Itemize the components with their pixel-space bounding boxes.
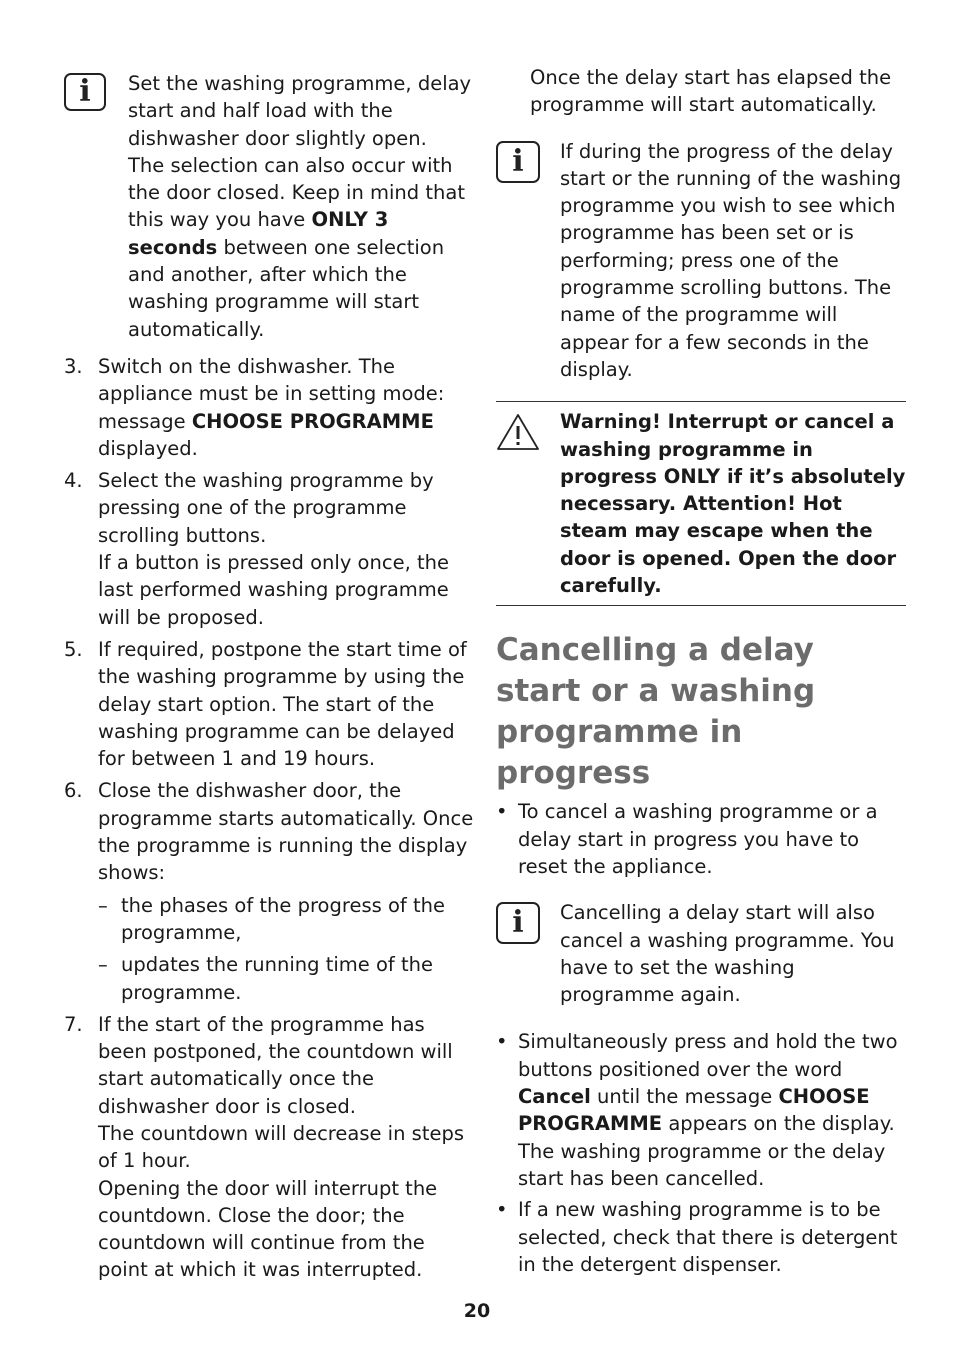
bullet-item: • To cancel a washing programme or a delay start in progress you have to reset the appliance. xyxy=(496,800,878,878)
step-4: 4. Select the washing programme by pressing one of the programme scrolling buttons. If a button is pressed only once, the last performed washing programme will be proposed. xyxy=(64,469,449,629)
info-icon: i xyxy=(496,141,540,183)
warning-triangle-icon xyxy=(496,412,540,599)
instruction-steps xyxy=(64,353,476,1284)
page-number: 20 xyxy=(463,1300,491,1322)
info-note-cancel: i Cancelling a delay start will also cancel a washing programme. You have to set the washing programme again. xyxy=(496,899,906,1008)
bullet-item: • Simultaneously press and hold the two buttons positioned over the word Cancel until the message CHOOSE PROGRAMME appears on the display. The washing programme or the delay start has been cancelled. xyxy=(496,1030,898,1190)
info-note-view-programme: i If during the progress of the delay start or the running of the washing programme you wish to see which programme has been set or is performing; press one of the programme scrolling buttons. The name of the programme will appear for a few seconds in the display. xyxy=(496,138,906,384)
step-5: 5. If required, postpone the start time of the washing programme by using the delay start option. The start of the washing programme can be delayed for between 1 and 19 hours. xyxy=(64,637,467,771)
warning-text: Warning! Interrupt or cancel a washing programme in progress ONLY if it’s absolutely necessary. Attention! Hot steam may escape when the door is opened. Open the door carefully. xyxy=(560,410,906,598)
bullet-list-1 xyxy=(496,798,906,880)
note-line-2: The selection can also occur with the door closed. Keep in mind that this way you have ONLY 3 seconds between one selection and another, after which the washing programme will start automatically. xyxy=(128,153,465,341)
right-column xyxy=(496,64,906,1278)
info-icon: i xyxy=(64,73,106,111)
emphasis-only-3-seconds: ONLY 3 seconds xyxy=(128,208,389,259)
bullet-item: • If a new washing programme is to be selected, check that there is detergent in the detergent dispenser. xyxy=(496,1198,898,1276)
dash-item: – the phases of the progress of the programme, xyxy=(98,893,445,944)
left-column xyxy=(64,70,476,1284)
section-heading: Cancelling a delay start or a washing programme in progress xyxy=(496,632,816,792)
step-7: 7. If the start of the programme has been postponed, the countdown will start automatically once the dishwasher door is closed. The countdown will decrease in steps of 1 hour. Opening the door will interrupt the countdown. Close the door; the countdown will continue from the point at which it was interrupted. xyxy=(64,1012,464,1282)
info-note-settings xyxy=(64,70,476,343)
warning-box xyxy=(496,401,906,606)
dash-item: – updates the running time of the programme. xyxy=(98,953,433,1004)
step-3: 3. Switch on the dishwasher. The appliance must be in setting mode: message CHOOSE PROGRAMME displayed. xyxy=(64,354,445,460)
intro-paragraph: Once the delay start has elapsed the programme will start automatically. xyxy=(530,66,892,117)
step-6: 6. Close the dishwasher door, the programme starts automatically. Once the programme is running the display shows: – the phases of the progress of the programme, – updates the running time of the programme. xyxy=(64,777,476,1005)
info-icon: i xyxy=(496,902,540,944)
note-line-1: Set the washing programme, delay start and half load with the dishwasher door slightly open. xyxy=(128,72,472,150)
bullet-list-2 xyxy=(496,1028,906,1278)
